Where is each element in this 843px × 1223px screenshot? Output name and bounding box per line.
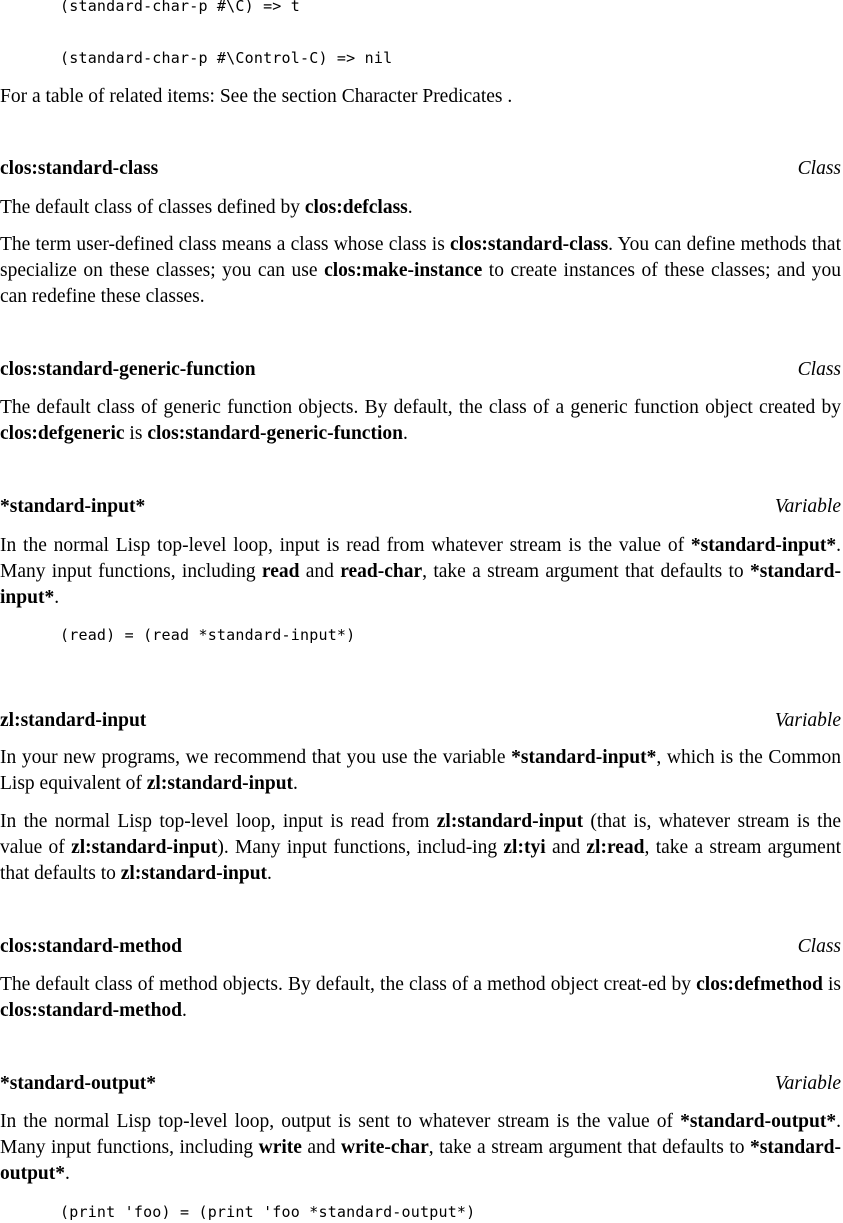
entry-header xyxy=(0,156,841,182)
entry-description: In the normal Lisp top-level loop, input is read from whatever stream is the value of *standard-input*. Many input functions, including read and read-char, take a stream argument that defaults to *standard-input*. xyxy=(0,535,842,608)
entry-name: zl:standard-input xyxy=(0,710,147,731)
entry-name: *standard-output* xyxy=(0,1073,157,1094)
entry-kind: Variable xyxy=(774,1073,841,1094)
entry-description: The default class of classes defined by clos:defclass. xyxy=(0,197,413,218)
see-also-paragraph: For a table of related items: See the section Character Predicates . xyxy=(0,86,513,107)
entry-name: clos:standard-method xyxy=(0,936,183,957)
entry-kind: Class xyxy=(797,936,841,957)
example-code-line: (print 'foo) = (print 'foo *standard-output*) xyxy=(60,1203,476,1221)
entry-name: clos:standard-generic-function xyxy=(0,359,256,380)
entry-description: In the normal Lisp top-level loop, output is sent to whatever stream is the value of *standard-output*. Many input functions, including write and write-char, take a stream argument that defaults to *standard-output*. xyxy=(0,1111,842,1184)
section-link[interactable]: Character Predicates xyxy=(341,86,503,107)
entry-kind: Variable xyxy=(774,710,841,731)
entry-name: clos:standard-class xyxy=(0,158,159,179)
entry-header xyxy=(0,1071,841,1097)
example-code-line: (standard-char-p #\Control-C) => nil xyxy=(60,49,393,67)
example-code-line: (standard-char-p #\C) => t xyxy=(60,0,300,15)
entry-header xyxy=(0,357,841,383)
example-code-line: (read) = (read *standard-input*) xyxy=(60,626,356,644)
entry-kind: Variable xyxy=(774,496,841,517)
entry-header xyxy=(0,494,841,520)
entry-description: In your new programs, we recommend that you use the variable *standard-input*, which is the Common Lisp equivalent of zl:standard-input. xyxy=(0,747,841,794)
entry-kind: Class xyxy=(797,158,841,179)
entry-header xyxy=(0,708,841,734)
entry-kind: Class xyxy=(797,359,841,380)
entry-description: The term user-defined class means a class whose class is clos:standard-class. You can define methods that specialize on these classes; you can use clos:make-instance to create instances of these classes; and you can redefine these classes. xyxy=(0,234,841,307)
entry-header xyxy=(0,934,841,960)
entry-description: In the normal Lisp top-level loop, input is read from zl:standard-input (that is, whatever stream is the value of zl:standard-input). Many input functions, includ-ing zl:tyi and zl:read, take a stream argument that defaults to zl:standard-input. xyxy=(0,811,841,884)
entry-name: *standard-input* xyxy=(0,496,146,517)
entry-description: The default class of generic function objects. By default, the class of a generic function object created by clos:defgeneric is clos:standard-generic-function. xyxy=(0,397,841,444)
entry-description: The default class of method objects. By default, the class of a method object creat-ed by clos:defmethod is clos:standard-method. xyxy=(0,974,841,1021)
